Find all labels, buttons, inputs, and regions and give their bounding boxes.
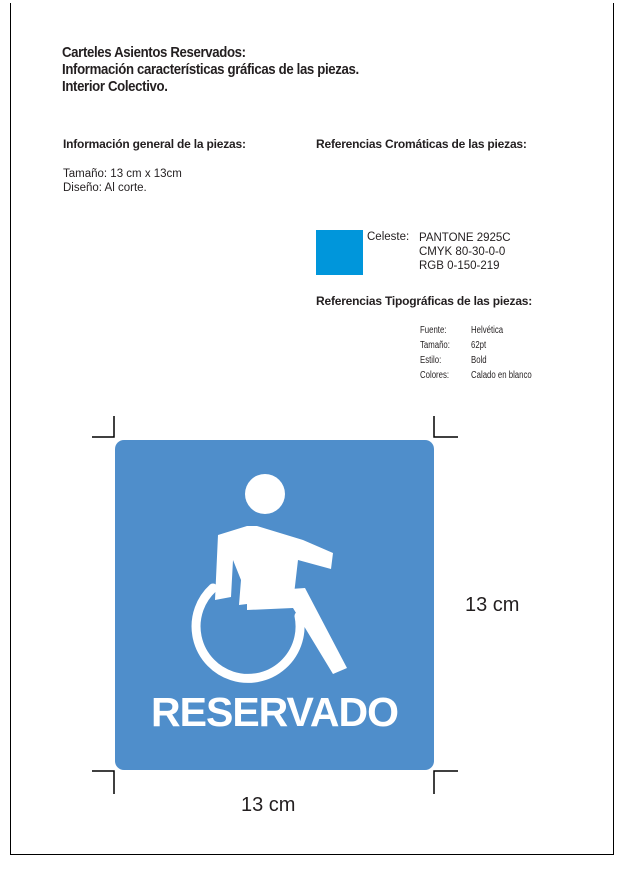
- width-dimension-label: 13 cm: [241, 794, 296, 816]
- pantone-value: PANTONE 2925C: [419, 232, 511, 244]
- height-dimension-label: 13 cm: [465, 594, 520, 616]
- typo-value-colors: Calado en blanco: [471, 370, 532, 381]
- typo-label-font: Fuente:: [420, 325, 447, 336]
- title-line-2: Información características gráficas de las piezas.: [62, 61, 359, 78]
- document-title: [62, 44, 359, 95]
- color-name: Celeste:: [367, 231, 410, 243]
- typo-label-size: Tamaño:: [420, 340, 450, 351]
- crop-mark-bottom-right: [432, 768, 458, 794]
- title-line-1: Carteles Asientos Reservados:: [62, 44, 246, 61]
- crop-mark-bottom-left: [92, 768, 116, 794]
- cmyk-value: CMYK 80-30-0-0: [419, 246, 506, 258]
- chromatic-heading: Referencias Cromáticas de las piezas:: [316, 137, 527, 151]
- size-info: Tamaño: 13 cm x 13cm: [63, 168, 182, 180]
- title-line-3: Interior Colectivo.: [62, 78, 168, 95]
- typo-value-font: Helvética: [471, 325, 504, 336]
- design-info: Diseño: Al corte.: [63, 182, 147, 194]
- color-swatch: [316, 230, 363, 275]
- reserved-text: RESERVADO: [151, 689, 398, 735]
- typo-value-size: 62pt: [471, 340, 487, 351]
- crop-mark-top-left: [92, 416, 116, 440]
- crop-mark-top-right: [432, 416, 458, 440]
- color-values: [419, 231, 511, 273]
- typo-value-style: Bold: [471, 355, 487, 366]
- typo-labels: [420, 323, 450, 383]
- rgb-value: RGB 0-150-219: [419, 260, 500, 272]
- typo-label-style: Estilo:: [420, 355, 442, 366]
- typo-values: [471, 323, 532, 383]
- typo-label-colors: Colores:: [420, 370, 450, 381]
- general-info-heading: Información general de la piezas:: [63, 137, 246, 151]
- reserved-sign: [115, 440, 434, 770]
- typographic-heading: Referencias Tipográficas de las piezas:: [316, 294, 533, 308]
